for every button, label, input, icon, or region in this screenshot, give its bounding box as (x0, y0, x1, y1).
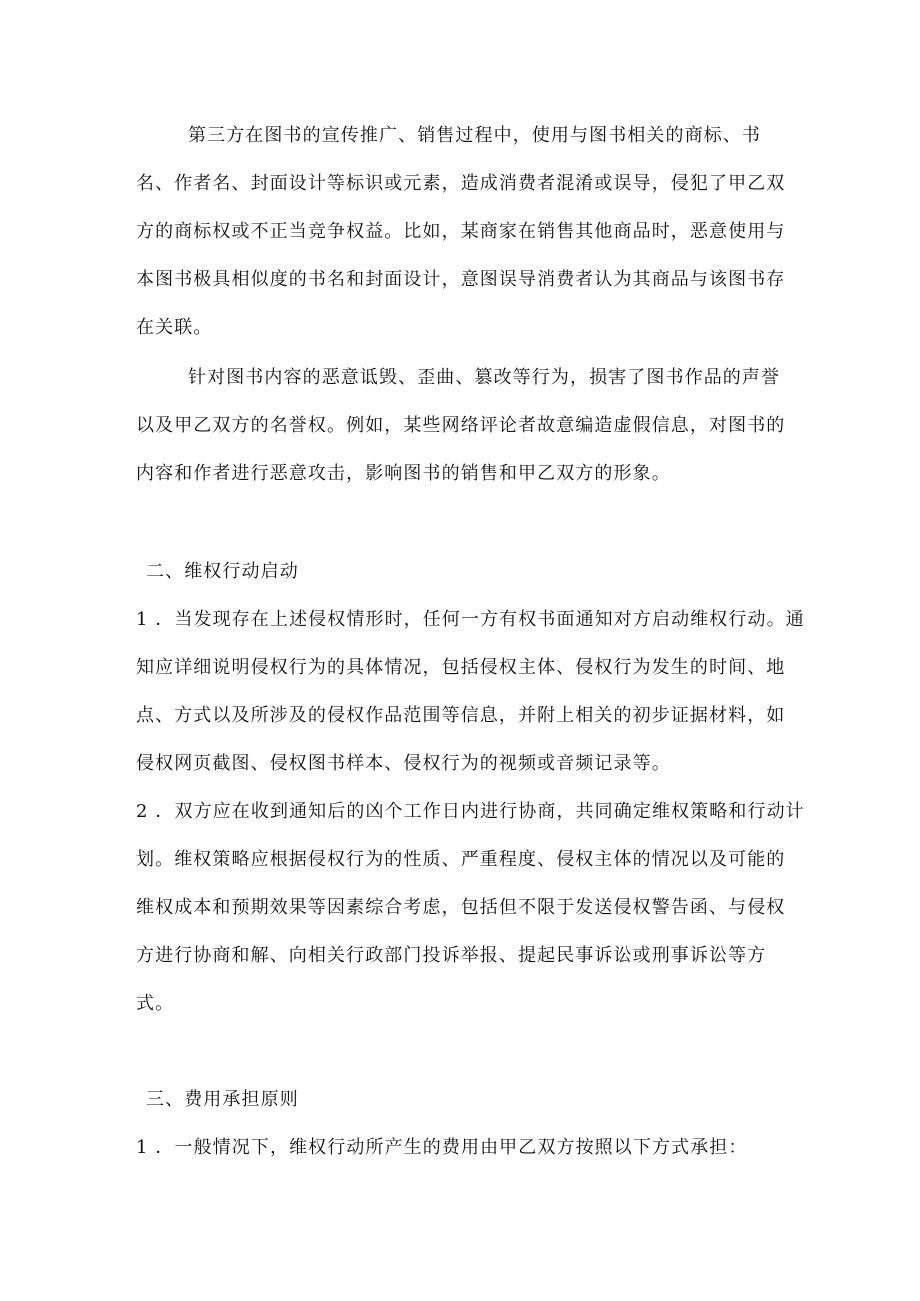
list-item-line: 式。 (136, 993, 175, 1014)
paragraph-line: 针对图书内容的恶意诋毁、歪曲、篡改等行为，损害了图书作品的声誉 (188, 367, 781, 388)
list-item-line: 维权成本和预期效果等因素综合考虑，包括但不限于发送侵权警告函、与侵权 (136, 897, 786, 918)
paragraph-line: 第三方在图书的宣传推广、销售过程中，使用与图书相关的商标、书 (188, 125, 761, 146)
paragraph-line: 名、作者名、封面设计等标识或元素，造成消费者混淆或误导，侵犯了甲乙双 (136, 173, 786, 194)
list-item-line: 知应详细说明侵权行为的具体情况，包括侵权主体、侵权行为发生的时间、地 (136, 657, 786, 678)
list-item-line: 点、方式以及所涉及的侵权作品范围等信息，并附上相关的初步证据材料，如 (136, 705, 786, 726)
paragraph-line: 方的商标权或不正当竞争权益。比如，某商家在销售其他商品时，恶意使用与 (136, 221, 786, 242)
list-item-line: 划。维权策略应根据侵权行为的性质、严重程度、侵权主体的情况以及可能的 (136, 849, 786, 870)
list-item-line: 1 ．当发现存在上述侵权情形时，任何一方有权书面通知对方启动维权行动。通 (136, 609, 805, 630)
section-heading: 二、维权行动启动 (146, 561, 299, 582)
section-heading: 三、费用承担原则 (146, 1089, 299, 1110)
list-item-line: 2 ．双方应在收到通知后的凶个工作日内进行协商，共同确定维权策略和行动计 (136, 801, 805, 822)
paragraph-line: 内容和作者进行恶意攻击，影响图书的销售和甲乙双方的形象。 (136, 463, 671, 484)
paragraph-line: 以及甲乙双方的名誉权。例如，某些网络评论者故意编造虚假信息，对图书的 (136, 415, 786, 436)
list-item-line: 1 ．一般情况下，维权行动所产生的费用由甲乙双方按照以下方式承担： (136, 1137, 748, 1158)
paragraph-line: 在关联。 (136, 317, 213, 338)
list-item-line: 侵权网页截图、侵权图书样本、侵权行为的视频或音频记录等。 (136, 753, 671, 774)
list-item-line: 方进行协商和解、向相关行政部门投诉举报、提起民事诉讼或刑事诉讼等方 (136, 945, 767, 966)
paragraph-line: 本图书极具相似度的书名和封面设计，意图误导消费者认为其商品与该图书存 (136, 269, 786, 290)
